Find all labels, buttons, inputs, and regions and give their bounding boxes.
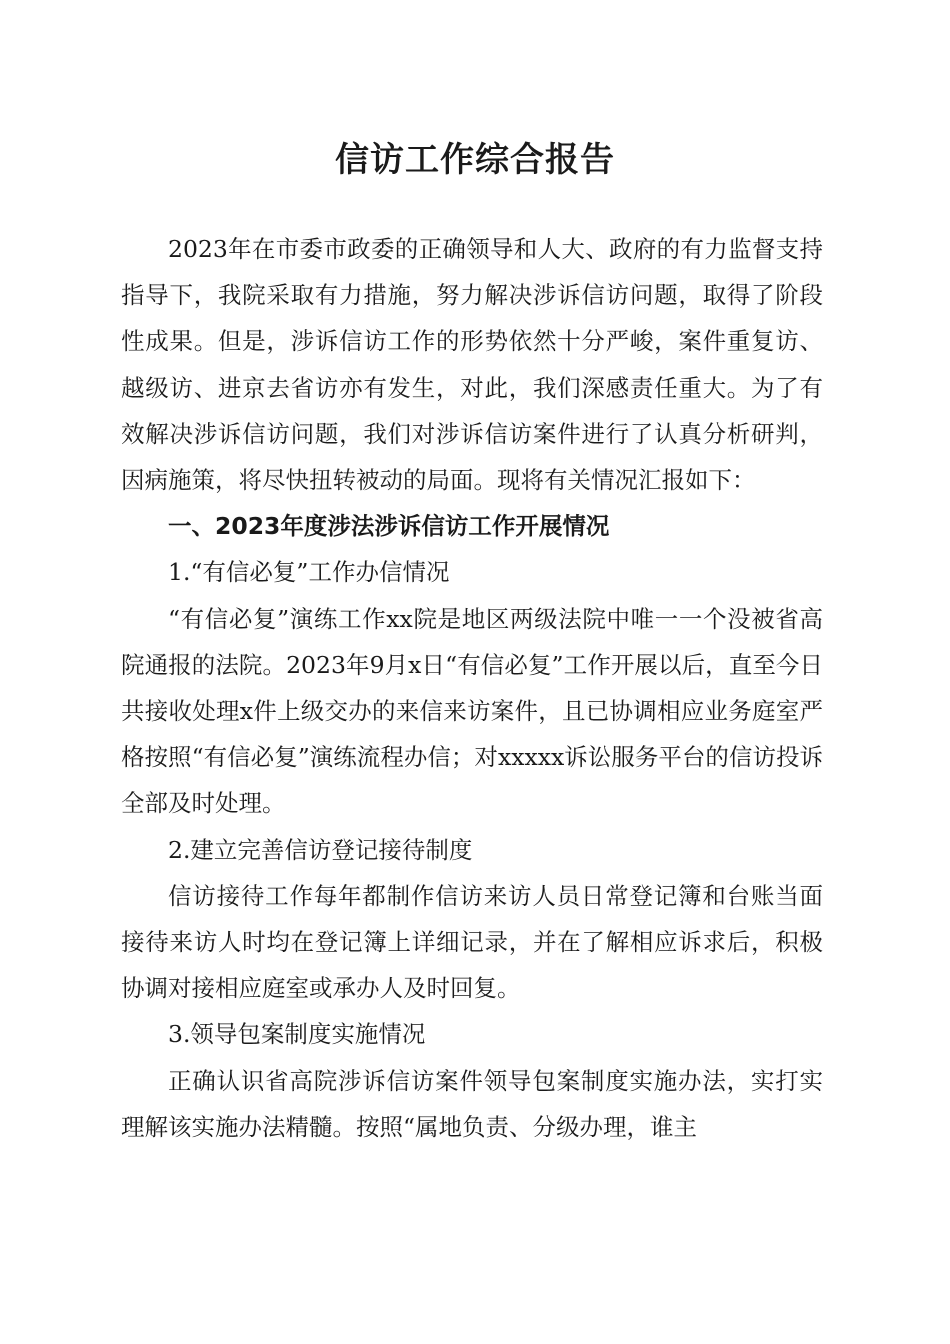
subsection-2-heading: 2.建立完善信访登记接待制度: [168, 835, 473, 864]
subsection-3-paragraph: 正确认识省高院涉诉信访案件领导包案制度实施办法，实打实理解该实施办法精髓。按照“属地负责、分级办理，谁主: [121, 1066, 823, 1141]
intro-paragraph: 2023年在市委市政委的正确领导和人大、政府的有力监督支持指导下，我院采取有力措施，努力解决涉诉信访问题，取得了阶段性成果。但是，涉诉信访工作的形势依然十分严峻，案件重复访、越级访、进京去省访亦有发生，对此，我们深感责任重大。为了有效解决涉诉信访问题，我们对涉诉信访案件进行了认真分析研判，因病施策，将尽快扭转被动的局面。现将有关情况汇报如下：: [121, 235, 823, 495]
document-title: 信访工作综合报告: [335, 140, 615, 180]
section-1-heading: 一、2023年度涉法涉诉信访工作开展情况: [168, 512, 610, 541]
document-body: [121, 226, 823, 1150]
subsection-3-heading: 3.领导包案制度实施情况: [168, 1020, 426, 1049]
subsection-1-heading: 1.“有信必复”工作办信情况: [168, 558, 450, 587]
subsection-1-paragraph: “有信必复”演练工作xx院是地区两级法院中唯一一个没被省高院通报的法院。2023年9月x日“有信必复”工作开展以后，直至今日共接收处理x件上级交办的来信来访案件，且已协调相应业务庭室严格按照“有信必复”演练流程办信；对xxxxx诉讼服务平台的信访投诉全部及时处理。: [121, 604, 823, 818]
subsection-2-paragraph: 信访接待工作每年都制作信访来访人员日常登记簿和台账当面接待来访人时均在登记簿上详细记录，并在了解相应诉求后，积极协调对接相应庭室或承办人及时回复。: [121, 881, 823, 1003]
